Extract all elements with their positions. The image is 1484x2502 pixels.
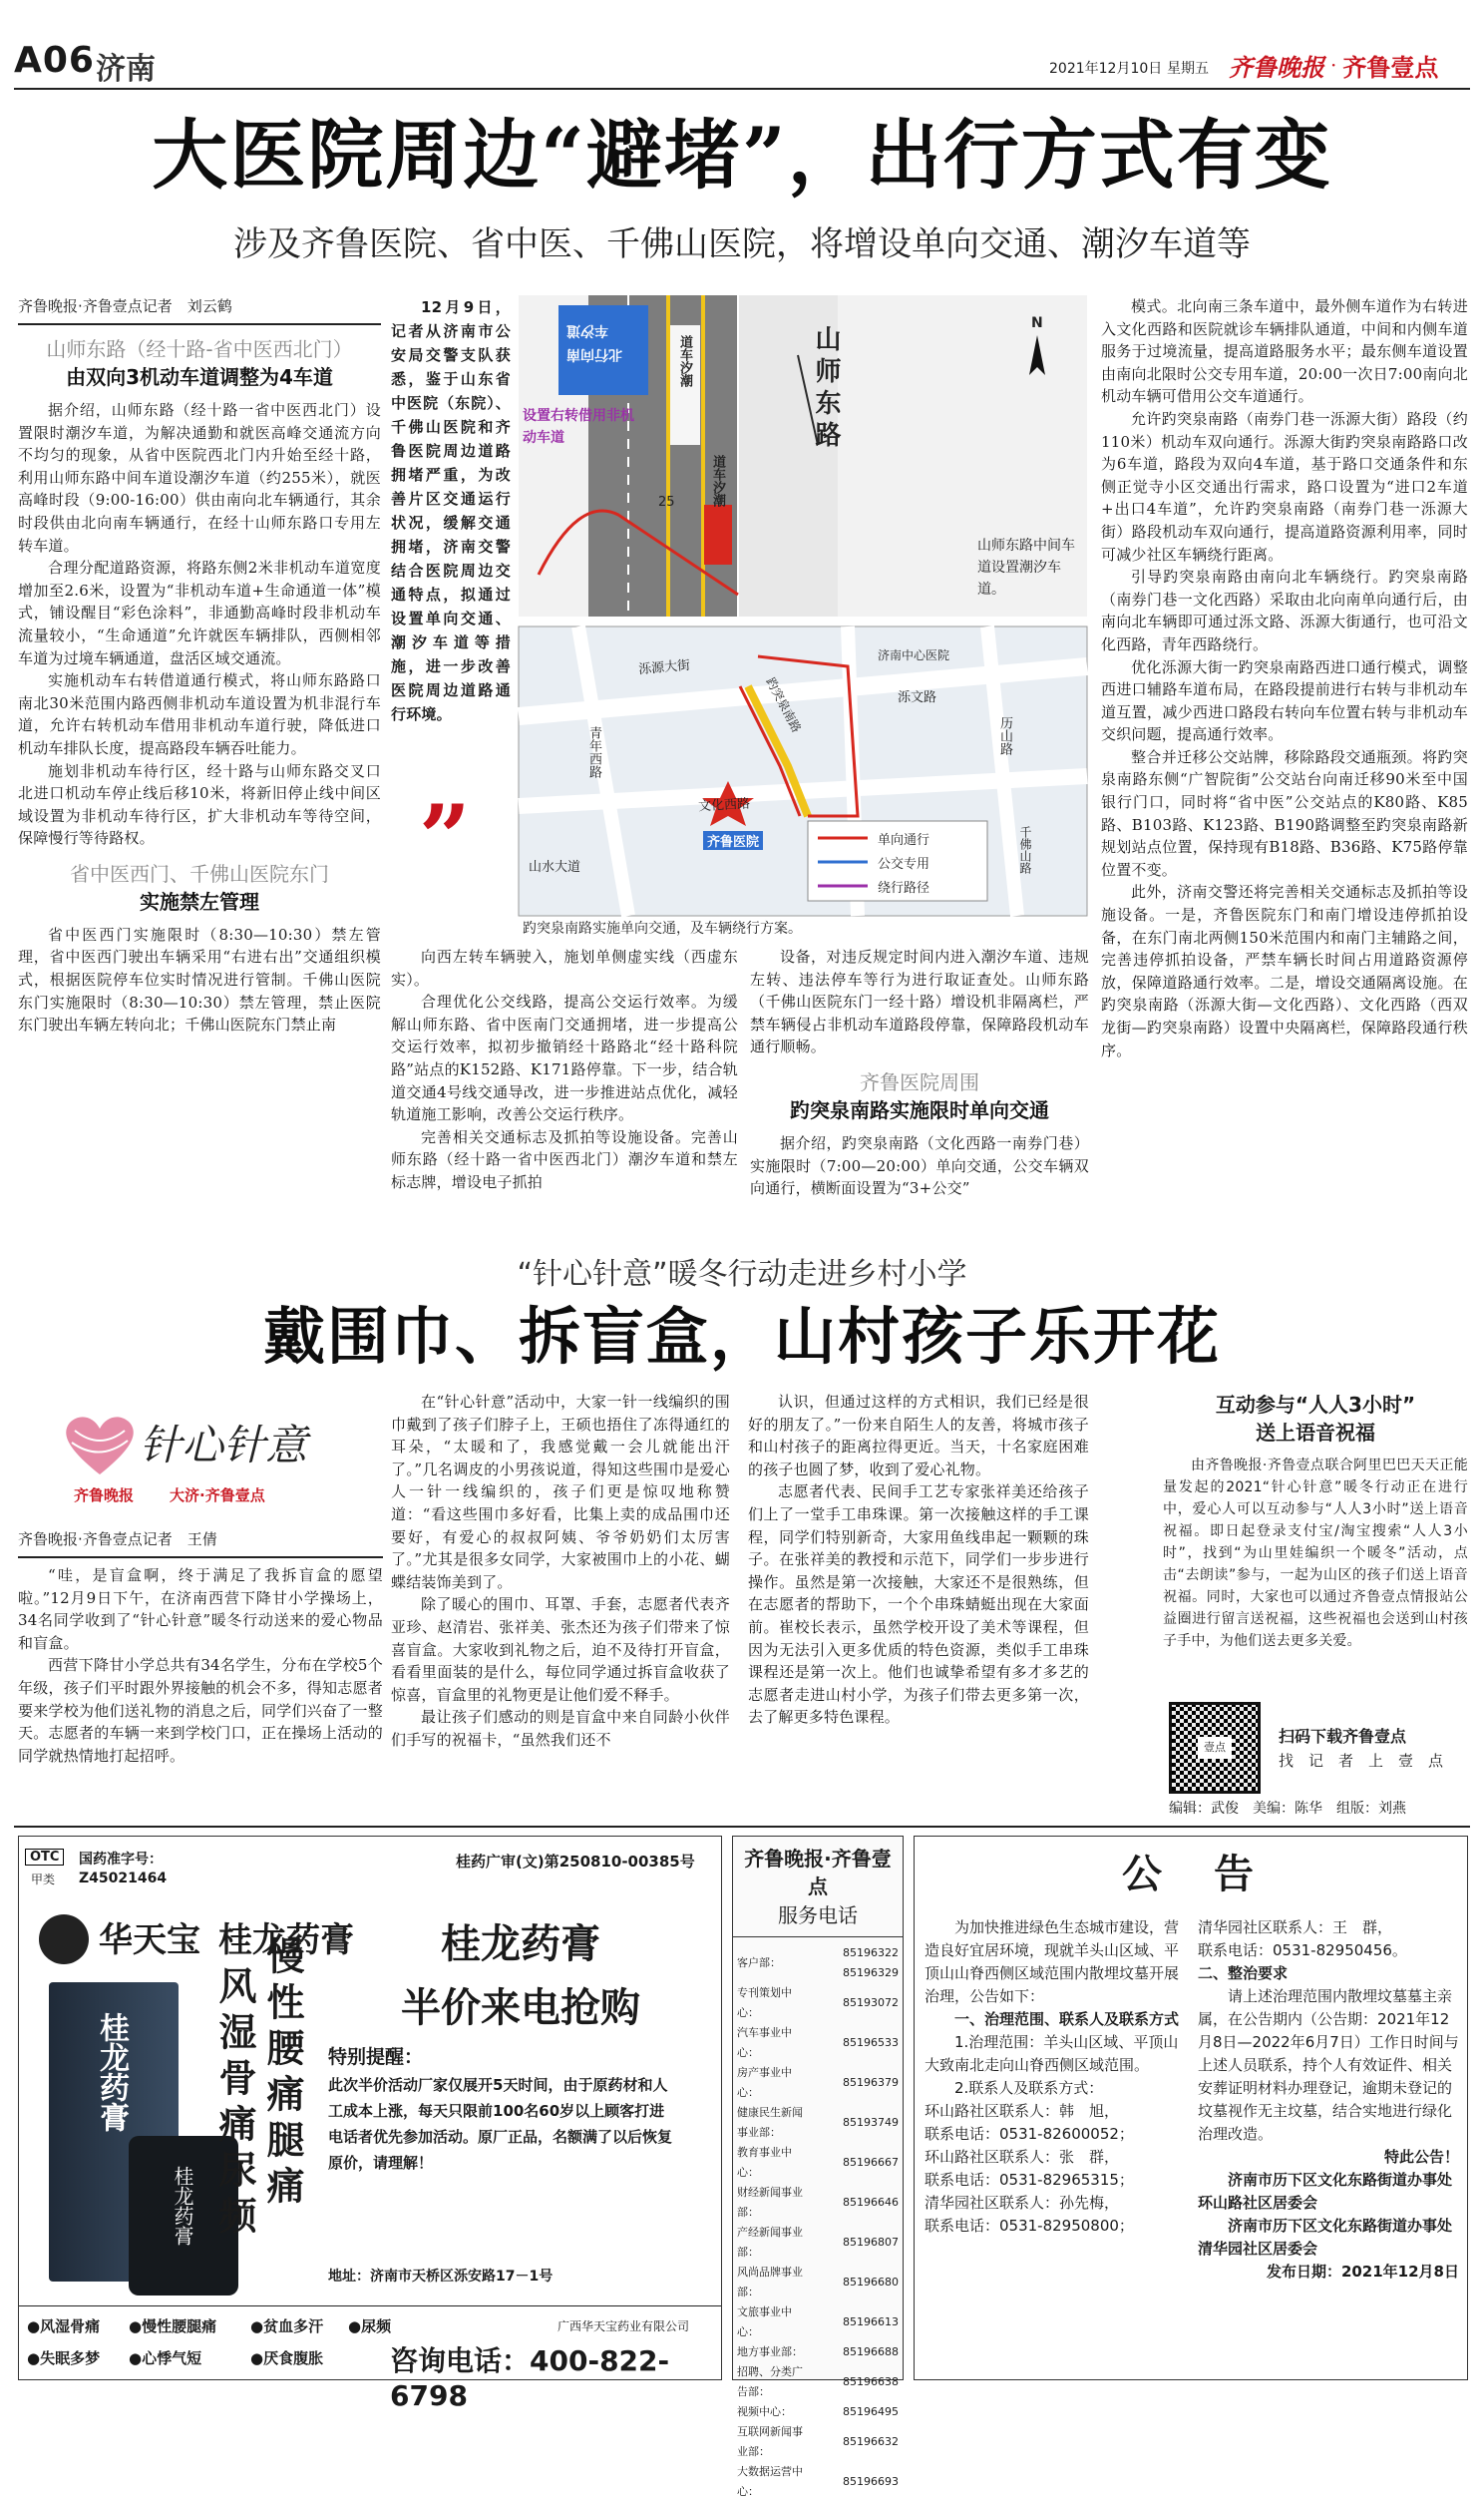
notice-signatory-1: 济南市历下区文化东路街道办事处环山路社区居委会	[1198, 2171, 1453, 2212]
paragraph: 志愿者代表、民间手工艺专家张祥美还给孩子们上了一堂手工串珠课。第一次接触这样的手工课程，同学们特别新奇，大家用鱼线串起一颗颗的珠子。在张祥美的教授和示范下，同学们一步步进行操作。虽然是第一次接触，大家还不是很熟练，但在志愿者的帮助下，一个个串珠蜻蜓出现在大家面前。崔校长表示，虽然学校开设了美术等课程，但因为无法引入更多优质的特色资源，类似手工串珠课程还是第一次上。他们也诚挚希望有多才多艺的志愿者走进山村小学，为孩子们带去更多第一次，去了解更多特色课程。	[748, 1482, 1089, 1727]
service-dept: 房产事业中心：	[737, 2066, 792, 2099]
notice-requirements: 请上述治理范围内散埋坟墓墓主亲属，在公告期内（公告期：2021年12月8日—2022年6月7日）工作日时间与上述人员联系，持个人有效证件、相关安葬证明材料办理登记，逾期未登记的坟墓视作无主坟墓，结合实地进行绿化治理改造。	[1198, 1987, 1459, 2143]
service-phone: 85196693	[843, 2475, 899, 2488]
approval-number: Z45021464	[79, 1871, 168, 1886]
service-phone: 85196688	[843, 2345, 899, 2358]
otc-class: 甲类	[31, 1873, 56, 1886]
ad-bottom-item: ●尿频	[348, 2317, 392, 2335]
service-dept: 视频中心：	[737, 2405, 792, 2418]
service-phone: 85196322 85196329	[843, 1946, 899, 1979]
notice-title: 公 告	[1122, 1852, 1260, 1897]
service-phone: 85196680	[843, 2276, 899, 2289]
lane-width-label: 25	[658, 495, 675, 510]
ad-product: 桂龙药膏	[218, 1920, 354, 1960]
service-row	[737, 2143, 899, 2183]
section-heading-1-a: 山师东路（经十路-省中医西北门）	[46, 337, 353, 361]
quote-mark-icon: ”	[419, 785, 471, 891]
brand-name-2: 齐鲁壹点	[1342, 53, 1439, 82]
legend-item: 绕行路径	[878, 881, 930, 896]
right-turn-note: 设置右转借用非机动车道	[523, 408, 634, 446]
map-label-road: 泺源大街	[637, 657, 691, 678]
route-map	[519, 626, 1087, 916]
map-label-poi: 济南中心医院	[878, 648, 950, 662]
service-phone: 85196379	[843, 2076, 899, 2089]
paragraph: 优化泺源大街一趵突泉南路西进口通行模式，调整西进口辅路车道布局，在路段提前进行右转与非机动车道互置，减少西进口路段右转向车位置右转与非机动车交织问题，提高通行效率。	[1101, 657, 1468, 744]
notice-contact-phone: 联系电话：0531-82965315；	[925, 2171, 1134, 2189]
section-heading-1-b: 由双向3机动车道调整为4车道	[66, 365, 333, 389]
paragraph: 引导趵突泉南路由南向北车辆绕行。趵突泉南路（南券门巷一文化西路）采取由北向南单向通行后，由南向北车辆即可通过泺文路、泺源大街通行，也可沿文化西路，青年西路绕行。	[1101, 568, 1468, 653]
story2-column-2	[391, 1391, 730, 1818]
ad-bottom-item: ●失眠多梦	[27, 2349, 101, 2367]
service-row	[737, 2023, 899, 2063]
map-label-road: 文化西路	[697, 796, 751, 815]
story2-headline: 戴围巾、拆盲盒，山村孩子乐开花	[262, 1300, 1221, 1373]
service-row	[737, 2342, 899, 2362]
map-label-road: 泺文路	[898, 690, 937, 705]
campaign-logo-text: 针心针意	[140, 1421, 308, 1469]
service-phone: 85196807	[843, 2236, 899, 2249]
legend-item: 单向通行	[878, 833, 930, 848]
notice-contact: 清华园社区联系人：孙先梅，	[925, 2194, 1120, 2212]
service-dept: 汽车事业中心：	[737, 2026, 792, 2059]
paragraph: 据介绍，山师东路（经十路一省中医西北门）设置限时潮汐车道，为解决通勤和就医高峰交通流方向不均匀的现象，从省中医院西北门内升始至经十路，利用山师东路中间车道设潮汐车道（约255米），就医高峰时段（9:00-16:00）供由南向北车辆通行，其余时段供由北向南车辆通行，在经十山师东路口专用左转车道。	[18, 401, 381, 555]
story1-lead	[391, 295, 511, 774]
campaign-logo	[60, 1407, 319, 1516]
paragraph: 此外，济南交警还将完善相关交通标志及抓拍等设施设备。一是，齐鲁医院东门和南门增设违停抓拍设备，在东门南北两侧150米范围内和南门主辅路之间，完善违停抓拍设备，严禁车辆长时间占用道路资源停放，保障道路通行效率。二是，增设交通隔离设施。在趵突泉南路（泺源大街—文化西路）、文化西路（西双龙街—趵突泉南路）设置中央隔离栏，保障路段通行秩序。	[1101, 883, 1468, 1059]
service-row	[737, 2103, 899, 2143]
notice-date: 发布日期：2021年12月8日	[1266, 2263, 1459, 2281]
service-row	[737, 2223, 899, 2263]
header-rule	[14, 88, 1470, 90]
service-row	[737, 1983, 899, 2023]
paragraph: 据介绍，趵突泉南路（文化西路一南券门巷）实施限时（7:00—20:00）单向交通，公交车辆双向通行，横断面设置为“3+公交”	[750, 1133, 1089, 1198]
service-row	[737, 2263, 899, 2302]
ad-hotline: 咨询电话：400-822-6798	[390, 2344, 670, 2412]
issue-weekday: 星期五	[1167, 61, 1209, 77]
product-jar-label: 桂龙药膏	[171, 2166, 194, 2246]
story2-sidebar	[1163, 1391, 1468, 1700]
section-heading-3	[750, 1068, 1089, 1124]
service-dept: 客户部：	[737, 1956, 781, 1969]
map-label-road: 山水大道	[529, 860, 581, 875]
ad-notice-title: 特别提醒：	[328, 2046, 424, 2068]
ad-bottom-item: ●慢性腰腿痛	[129, 2317, 217, 2335]
service-row	[737, 2422, 899, 2462]
approval-label: 国药准字号：	[79, 1852, 163, 1868]
paragraph: 除了暖心的围巾、耳罩、手套，志愿者代表齐亚珍、赵清岩、张祥美、张杰还为孩子们带来了惊喜盲盒。大家收到礼物之后，迫不及待打开盲盒，看看里面装的是什么，每位同学通过拆盲盒收获了惊喜，盲盒里的礼物更是让他们爱不释手。	[391, 1595, 730, 1704]
brand-logo: 齐鲁晚报 · 齐鲁壹点	[1229, 48, 1438, 82]
service-phone: 85193072	[843, 1996, 899, 2009]
story1-byline: 齐鲁晚报·齐鲁壹点记者 刘云鹤	[18, 295, 381, 325]
service-row	[737, 2362, 899, 2402]
paragraph: 模式。北向南三条车道中，最外侧车道作为右转进入文化西路和医院就诊车辆排队通道，中间和内侧车道服务于过境流量，提高道路服务水平；最东侧车道设置由南向北限时公交专用车道，20:00一次日7:00南向北机动车辆可借用公交车道通行。	[1101, 297, 1468, 406]
service-phone: 85196495	[843, 2405, 899, 2418]
yarn-heart-icon	[60, 1411, 140, 1480]
map-label-road: 青年西路	[586, 726, 601, 778]
story1-column-4	[1101, 295, 1468, 1243]
service-table	[737, 1943, 899, 2502]
ad-bottom-item: ●心悸气短	[129, 2349, 202, 2367]
notice-heading-1: 一、治理范围、联系人及联系方式	[954, 2010, 1180, 2028]
service-dept: 教育事业中心：	[737, 2146, 792, 2179]
notice-contacts-heading: 2.联系人及联系方式：	[954, 2079, 1104, 2097]
service-phone: 85196632	[843, 2435, 899, 2448]
legend-item: 公交专用	[878, 857, 930, 872]
paragraph: 允许趵突泉南路（南券门巷一泺源大街）路段（约110米）机动车双向通行。泺源大街趵突泉南路路口改为6车道，路段为双向4车道，基于路口交通条件和东侧正觉寺小区交通出行需求，路口设置为“进口2车道+出口4车道”，允许趵突泉南路（南券门巷一泺源大街）路段机动车双向通行，提高道路资源利用率，同时可减少社区车辆绕行距离。	[1101, 409, 1468, 564]
product-box-label: 桂龙药膏	[94, 2012, 129, 2132]
campaign-sponsor-2: 大济·齐鲁壹点	[170, 1486, 265, 1504]
paragraph: 设备，对违反规定时间内进入潮汐车道、违规左转、违法停车等行为进行取证查处。山师东路（千佛山医院东门一经十路）增设机非隔离栏，严禁车辆侵占非机动车道路段停靠，保障路段机动车通行顺畅。	[750, 948, 1089, 1056]
notice-intro: 为加快推进绿色生态城市建设，营造良好宜居环境，现就羊头山区域、平顶山山脊西侧区域范围内散埋坟墓开展治理，公告如下：	[925, 1918, 1180, 2005]
map-label-hospital: 齐鲁医院	[703, 831, 763, 850]
figure-2-caption: 趵突泉南路实施单向交通，及车辆绕行方案。	[523, 921, 802, 937]
story1-headline: 大医院周边“避堵”，出行方式有变	[152, 111, 1332, 200]
qr-center-label: 壹点	[1198, 1737, 1232, 1759]
service-dept: 财经新闻事业部：	[737, 2186, 803, 2219]
story2-kicker: “针心针意”暖冬行动走进乡村小学	[517, 1257, 967, 1292]
tidal-lane-label-1: 道车汐潮	[677, 335, 692, 387]
ad-bottom-item: ●贫血多汗	[250, 2317, 324, 2335]
paragraph: 完善相关交通标志及抓拍等设施设备。完善山师东路（经十路一省中医西北门）潮汐车道和禁左标志牌，增设电子抓拍	[391, 1127, 738, 1191]
story2-column-3	[748, 1391, 1089, 1818]
service-row	[737, 2302, 899, 2342]
section-rule	[14, 1826, 1470, 1828]
figure-route-map	[519, 626, 1087, 936]
service-phone: 85196613	[843, 2315, 899, 2328]
service-phone: 85196638	[843, 2375, 899, 2388]
paragraph: 最让孩子们感动的则是盲盒中来自同龄小伙伴们手写的祝福卡，“虽然我们还不	[391, 1708, 730, 1749]
north-arrow-icon: N	[1031, 315, 1043, 331]
qr-caption-1: 扫码下载齐鲁壹点	[1279, 1727, 1407, 1746]
service-row	[737, 1943, 899, 1983]
section-heading-3-b: 趵突泉南路实施限时单向交通	[790, 1097, 1049, 1122]
public-notice	[914, 1836, 1468, 2380]
notice-contact: 环山路社区联系人：张 群，	[925, 2148, 1120, 2166]
service-phones	[732, 1836, 904, 2498]
service-dept: 风尚品牌事业部：	[737, 2266, 803, 2298]
paragraph: 向西左转车辆驶入，施划单侧虚实线（西虚东实）。	[391, 948, 738, 989]
paragraph: 合理优化公交线路，提高公交运行效率。为缓解山师东路、省中医南门交通拥堵，进一步提高公交运行效率，拟初步撤销经十路路北“经十路科院路”站点的K152路、K171路停靠。下一步，结合轨道交通4号线交通导改，进一步推进站点优化，减轻轨道施工影响，改善公交运行秩序。	[391, 993, 738, 1124]
story1-column-2	[391, 946, 738, 1243]
figure-tidal-lane	[519, 295, 1087, 617]
paragraph: 认识，但通过这样的方式相识，我们已经是很好的朋友了。”一份来自陌生人的友善，将城市孩子和山村孩子的距离拉得更近。当天，十名家庭困难的孩子也圆了梦，收到了爱心礼物。	[748, 1393, 1089, 1478]
issue-date: 2021年12月10日	[1049, 61, 1163, 77]
section-heading-2	[18, 860, 381, 916]
story2-column-1	[18, 1528, 383, 1818]
notice-contact-phone: 联系电话：0531-82950800；	[925, 2217, 1134, 2235]
notice-contact: 清华园社区联系人：王 群，	[1198, 1918, 1393, 1936]
ad-brand: 华天宝	[99, 1920, 200, 1960]
ad-bottom-item: ●风湿骨痛	[27, 2317, 101, 2335]
service-phone: 85196533	[843, 2036, 899, 2049]
notice-scope: 1.治理范围：羊头山区域、平顶山大致南北走向山脊西侧区域范围。	[925, 2033, 1179, 2074]
service-phone: 85196667	[843, 2156, 899, 2169]
figure-1-caption: 山师东路中间车道设置潮汐车道。	[977, 538, 1075, 598]
notice-signatory-2: 济南市历下区文化东路街道办事处清华园社区居委会	[1198, 2217, 1453, 2258]
map-label-road: 千佛山路	[1018, 826, 1032, 874]
section-heading-2-a: 省中医西门、千佛山医院东门	[70, 861, 329, 886]
ad-slogan-sub: 半价来电抢购	[401, 1985, 640, 2031]
notice-heading-2: 二、整治要求	[1198, 1964, 1289, 1982]
brand-name-1: 齐鲁晚报	[1229, 52, 1324, 82]
section-heading-3-a: 齐鲁医院周围	[860, 1069, 979, 1094]
paragraph: 省中医西门实施限时（8:30—10:30）禁左管理，省中医西门驶出车辆采用“右进右出”交通组织模式，根据医院停车位实时情况进行管制。千佛山医院东门实施限时（8:30—10:30）禁左管理，禁止医院东门驶出车辆左转向北；千佛山医院东门禁止南	[18, 925, 381, 1035]
otc-badge: OTC	[25, 1849, 64, 1866]
map-label-road: 趵突泉南路	[763, 674, 804, 735]
ad-rule	[19, 2305, 721, 2306]
map-label-road: 历山路	[997, 716, 1012, 755]
notice-contact-phone: 联系电话：0531-82950456。	[1198, 1941, 1407, 1959]
ad-slogan-big: 桂龙药膏	[441, 1921, 600, 1967]
brand-seal-icon	[39, 1914, 89, 1964]
service-dept: 专刊策划中心：	[737, 1986, 792, 2019]
service-dept: 文旅事业中心：	[737, 2305, 792, 2338]
qr-code[interactable]	[1169, 1702, 1261, 1794]
paragraph: “哇，是盲盒啊，终于满足了我拆盲盒的愿望啦。”12月9日下午，在济南西营下降甘小学操场上，34名同学收到了“针心针意”暖冬行动送来的爱心物品和盲盒。	[18, 1566, 383, 1652]
lane-sign-2: 北行向南	[566, 346, 622, 362]
ad-notice-body: 此次半价活动厂家仅展开5天时间，由于原药材和人工成本上涨，每天只限前100名60岁以上顾客打进电话者优先参加活动。原厂正品，名额满了以后恢复原价，请理解！	[328, 2076, 673, 2172]
paragraph: 在“针心针意”活动中，大家一针一线编织的围巾戴到了孩子们脖子上，王硕也捂住了冻得通红的耳朵，“太暖和了，我感觉戴一会儿就能出汗了。”几名调皮的小男孩说道，得知这些围巾是爱心人一针一线编织的，孩子们更是惊叹地称赞道：“看这些围巾多好看，比集上卖的成品围巾还要好，有爱心的叔叔阿姨、爷爷奶奶们太厉害了。”尤其是很多女同学，大家被围巾上的小花、蝴蝶结装饰美到了。	[391, 1393, 730, 1591]
sidebar-title-1: 互动参与“人人3小时”	[1215, 1393, 1416, 1417]
section-name: 济南	[96, 52, 156, 87]
service-row	[737, 2462, 899, 2502]
notice-contact: 环山路社区联系人：韩 旭，	[925, 2102, 1120, 2120]
tidal-lane-label-2: 道车汐潮	[710, 455, 725, 507]
ad-address: 地址：济南市天桥区泺安路17－1号	[328, 2269, 554, 2285]
service-dept: 健康民生新闻事业部：	[737, 2106, 803, 2139]
ad-company: 广西华天宝药业有限公司	[557, 2319, 690, 2333]
paragraph: 实施机动车右转借道通行模式，将山师东路路口南北30米范围内路西侧非机动车道设置为机非混行车道，允许右转机动车借用非机动车道行驶，降低进口机动车排队长度，提高路段车辆吞吐能力。	[18, 671, 381, 757]
story1-column-1	[18, 295, 381, 1243]
symptoms-col-2: 慢性腰痛腿痛	[260, 1936, 305, 2212]
service-title-2: 服务电话	[733, 1900, 903, 1937]
sidebar-paragraph: 由齐鲁晚报·齐鲁壹点联合阿里巴巴天天正能量发起的2021“针心针意”暖冬行动正在进行中，爱心人可以互动参与“人人3小时”送上语音祝福。即日起登录支付宝/淘宝搜索“人人3小时”，找到“为山里娃编织一个暖冬”活动，点击“去朗读”参与，一起为山区的孩子们送上语音祝福。同时，大家也可以通过齐鲁壹点情报站公益圈进行留言送祝福，这些祝福也会送到山村孩子手中，为他们送去更多关爱。	[1163, 1458, 1468, 1649]
story2-byline: 齐鲁晚报·齐鲁壹点记者 王倩	[18, 1528, 383, 1558]
road-name-label: 山师东路	[811, 325, 841, 453]
service-dept: 招聘、分类广告部：	[737, 2365, 803, 2398]
sidebar-title-2: 送上语音祝福	[1256, 1421, 1375, 1445]
service-dept: 地方事业部：	[737, 2345, 803, 2358]
service-row	[737, 2183, 899, 2223]
ad-approval: 桂药广审(文)第250810-00385号	[456, 1853, 695, 1871]
service-row	[737, 2402, 899, 2422]
lane-sign-1: 车汐道	[566, 322, 608, 338]
paragraph: 整合并迁移公交站牌，移除路段交通瓶颈。将趵突泉南路东侧“广智院街”公交站台向南迁移90米至中国银行门口，同时将“省中医”公交站点的K80路、K85路、B103路、K123路、B190路调整至趵突泉南路新规划站点位置，保持现有B18路、B36路、K75路停靠位置不变。	[1101, 747, 1468, 879]
service-dept: 互联网新闻事业部：	[737, 2425, 803, 2458]
medicine-ad	[18, 1836, 722, 2412]
notice-closing: 特此公告！	[1383, 2148, 1459, 2166]
paragraph: 施划非机动车待行区，经十路与山师东路交叉口北进口机动车停止线后移10米，将新旧停止线中间区域设置为非机动车待行区，扩大非机动车等待空间，保障慢行等待路权。	[18, 761, 381, 848]
service-phone: 85196646	[843, 2196, 899, 2209]
notice-contact-phone: 联系电话：0531-82600052；	[925, 2125, 1134, 2143]
symptoms-col-1: 风湿骨痛尿频	[212, 1966, 257, 2242]
qr-caption-2: 找 记 者 上 壹 点	[1279, 1752, 1444, 1770]
service-dept: 产经新闻事业部：	[737, 2226, 803, 2259]
story1-column-3	[750, 946, 1089, 1243]
editor-credits: 编辑：武俊 美编：陈华 组版：刘燕	[1169, 1801, 1406, 1817]
story1-subheadline: 涉及齐鲁医院、省中医、千佛山医院，将增设单向交通、潮汐车道等	[233, 224, 1251, 264]
service-dept: 大数据运营中心：	[737, 2465, 803, 2498]
paragraph: 西营下降甘小学总共有34名学生，分布在学校5个年级，孩子们平时跟外界接触的机会不多，得知志愿者要来学校为他们送礼物的消息之后，同学们兴奋了一整天。志愿者的车辆一来到学校门口，正在操场上活动的同学就热情地打起招呼。	[18, 1656, 383, 1765]
section-heading-2-b: 实施禁左管理	[140, 889, 259, 914]
paragraph: 合理分配道路资源，将路东侧2米非机动车道宽度增加至2.6米，设置为“非机动车道+生命通道一体”模式，铺设醒目“彩色涂料”，非通勤高峰时段非机动车流量较小，“生命通道”允许就医车辆排队，西侧相邻车道为过境车辆通道，盘活区域交通流。	[18, 559, 381, 667]
campaign-sponsor-1: 齐鲁晚报	[74, 1486, 135, 1504]
service-title-1: 齐鲁晚报·齐鲁壹点	[744, 1847, 892, 1898]
section-heading-1	[18, 335, 381, 391]
ad-bottom-item: ●厌食腹胀	[250, 2349, 324, 2367]
service-phone: 85193749	[843, 2116, 899, 2129]
service-row	[737, 2063, 899, 2103]
lead-paragraph: 12月9日，记者从济南市公安局交警支队获悉，鉴于山东省中医院（东院）、千佛山医院和齐鲁医院周边道路拥堵严重，为改善片区交通运行状况，缓解交通拥堵，济南交警结合医院周边交通特点，拟通过设置单向交通、潮汐车道等措施，进一步改善医院周边道路通行环境。	[391, 298, 511, 723]
page-number: A06	[14, 40, 95, 81]
